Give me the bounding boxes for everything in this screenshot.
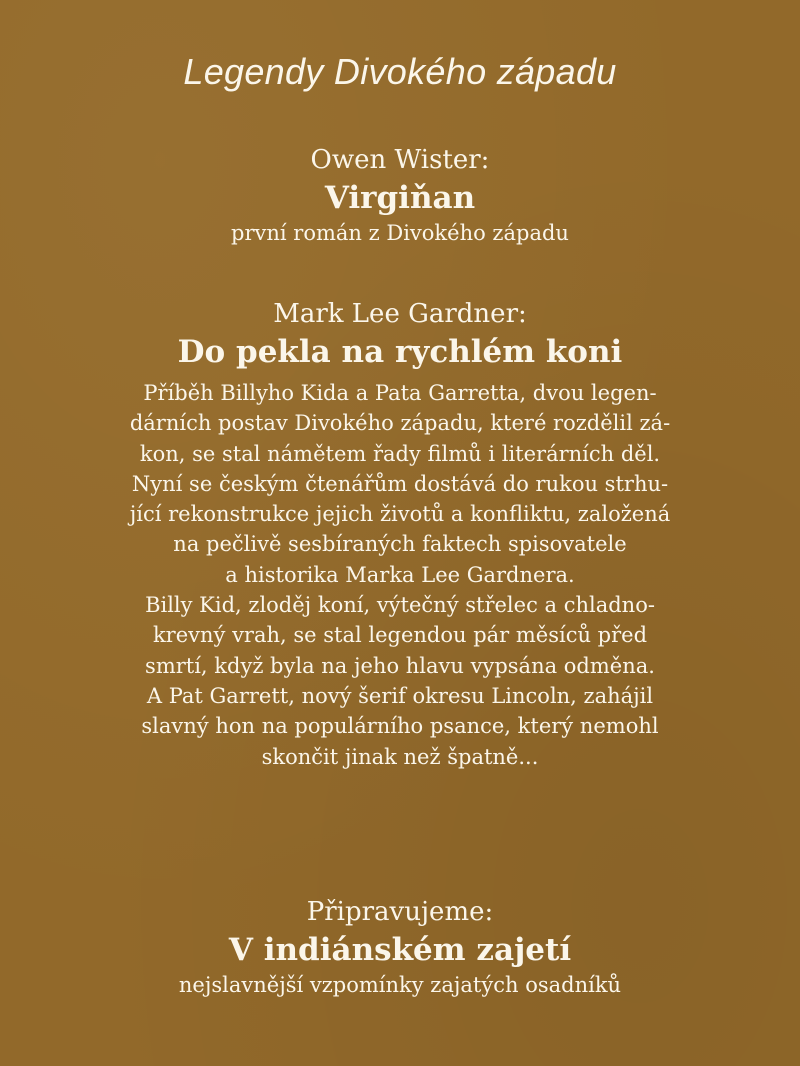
- description-line: krevný vrah, se stal legendou pár měsíců před: [152, 623, 648, 648]
- description-line: Billy Kid, zloděj koní, výtečný střelec a chladno-: [145, 593, 655, 618]
- book-virginian: [0, 142, 800, 248]
- upcoming-section: [0, 894, 800, 1000]
- description-line: slavný hon na populárního psance, který nemohl: [141, 714, 659, 739]
- book-title: Do pekla na rychlém koni: [177, 334, 623, 370]
- book-tagline: první román z Divokého západu: [231, 221, 569, 245]
- book-do-pekla: [0, 296, 800, 372]
- series-title: Legendy Divokého západu: [183, 51, 617, 92]
- description-line: dárních postav Divokého západu, které rozdělil zá-: [129, 411, 671, 436]
- description-line: na pečlivě sesbíraných faktech spisovatele: [173, 532, 627, 557]
- description-line: kon, se stal námětem řady filmů i literárních děl.: [139, 441, 661, 466]
- description-line: jící rekonstrukce jejich životů a konfliktu, založená: [129, 502, 671, 527]
- description-line: smrtí, když byla na jeho hlavu vypsána odměna.: [145, 653, 655, 678]
- description-line: Příběh Billyho Kida a Pata Garretta, dvou legen-: [143, 381, 657, 405]
- book-author: Owen Wister:: [310, 145, 490, 175]
- book-title: Virgiňan: [324, 180, 476, 216]
- description-line: a historika Marka Lee Gardnera.: [225, 562, 575, 587]
- upcoming-heading: Připravujeme:: [306, 897, 494, 927]
- upcoming-title: V indiánském zajetí: [228, 932, 572, 968]
- description-line: A Pat Garrett, nový šerif okresu Lincoln, zahájil: [146, 683, 654, 708]
- description-line: skončit jinak než špatně...: [261, 744, 539, 769]
- description-line: Nyní se českým čtenářům dostává do rukou strhu-: [131, 471, 669, 496]
- book-author: Mark Lee Gardner:: [273, 299, 527, 329]
- book-description: [30, 378, 770, 772]
- upcoming-tagline: nejslavnější vzpomínky zajatých osadníků: [178, 973, 622, 997]
